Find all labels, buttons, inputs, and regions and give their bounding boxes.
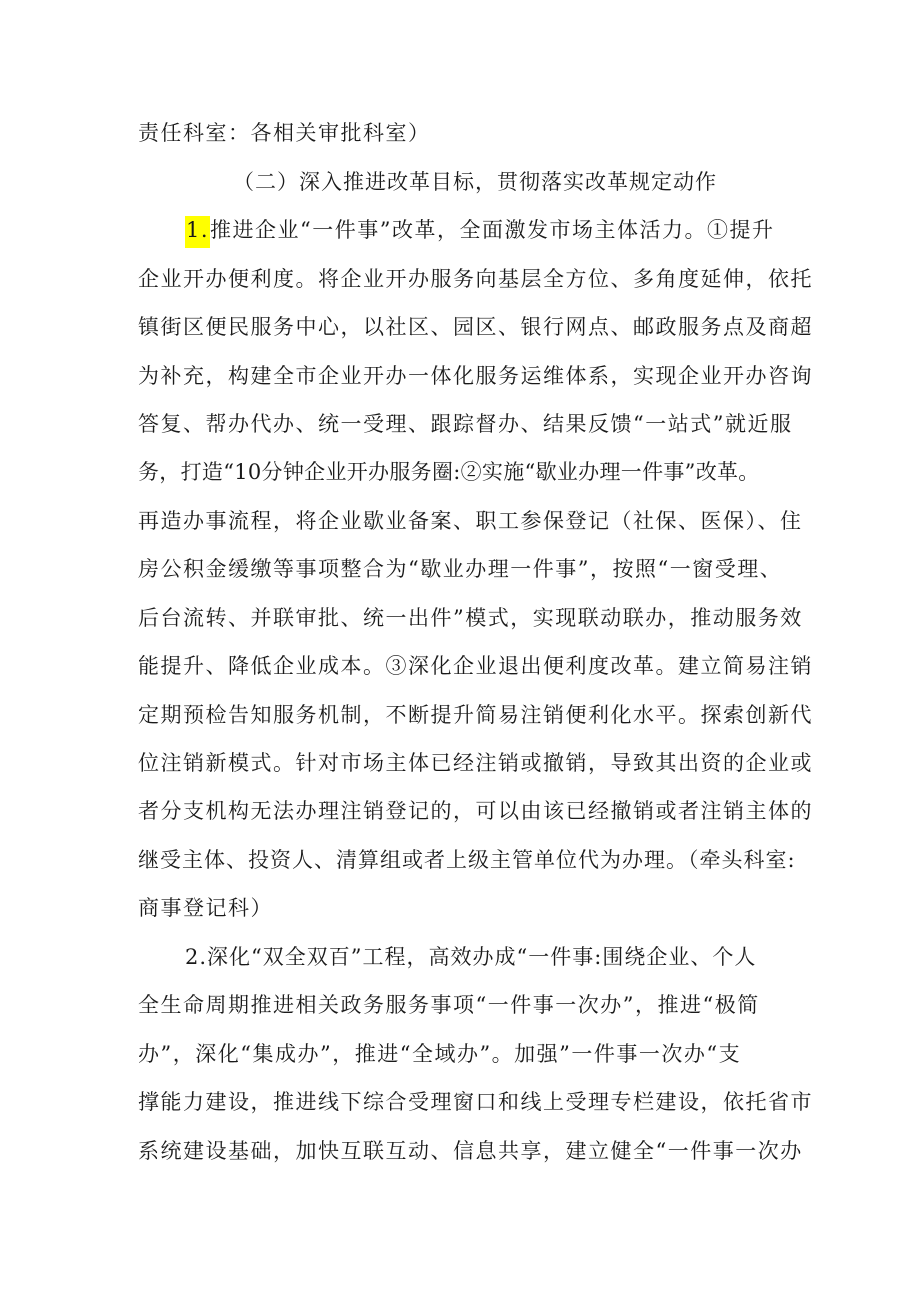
paragraph-line: 商事登记科） xyxy=(138,896,273,920)
paragraph-line: 定期预检告知服务机制，不断提升简易注销便利化水平。探索创新代 xyxy=(138,703,813,727)
item1-number-highlight: 1. xyxy=(185,216,210,248)
section-heading: （二）深入推进改革目标，贯彻落实改革规定动作 xyxy=(233,170,717,194)
paragraph-line: 系统建设基础，加快互联互动、信息共享，建立健全“一件事一次办 xyxy=(138,1139,803,1163)
paragraph-line: 全生命周期推进相关政务服务事项“一件事一次办”，推进“极简 xyxy=(138,993,760,1017)
item1-first-line xyxy=(185,215,845,245)
paragraph-line: 为补充，构建全市企业开办一体化服务运维体系，实现企业开办咨询 xyxy=(138,364,813,388)
paragraph-line: 办”，深化“集成办”，推进“全域办”。加强”一件事一次办“支 xyxy=(138,1042,742,1066)
paragraph-line: 能提升、降低企业成本。③深化企业退出便利度改革。建立简易注销 xyxy=(138,654,813,678)
paragraph-line: 继受主体、投资人、清算组或者上级主管单位代为办理。（牵头科室: xyxy=(138,848,796,872)
paragraph-line: 务，打造“10分钟企业开办服务圈:②实施“歇业办理一件事”改革。 xyxy=(138,460,760,484)
paragraph-line: 者分支机构无法办理注销登记的，可以由该已经撤销或者注销主体的 xyxy=(138,799,813,823)
paragraph-line: 企业开办便利度。将企业开办服务向基层全方位、多角度延伸，依托 xyxy=(138,267,813,291)
paragraph-line: 后台流转、并联审批、统一出件”模式，实现联动联办，推动服务效 xyxy=(138,606,803,630)
paragraph-line: 答复、帮办代办、统一受理、跟踪督办、结果反馈“一站式”就近服 xyxy=(138,412,793,436)
paragraph-line: 撑能力建设，推进线下综合受理窗口和线上受理专栏建设，依托省市 xyxy=(138,1090,813,1114)
paragraph-line: 再造办事流程，将企业歇业备案、职工参保登记（社保、医保）、住 xyxy=(138,509,803,533)
item2-first-line: 2.深化“双全双百”工程，高效办成“一件事:围绕企业、个人 xyxy=(185,945,757,969)
paragraph-line: 镇街区便民服务中心，以社区、园区、银行网点、邮政服务点及商超 xyxy=(138,315,813,339)
paragraph-line: 房公积金缓缴等事项整合为“歇业办理一件事”，按照“一窗受理、 xyxy=(138,557,783,581)
item1-line-text: 推进企业“一件事”改革，全面激发市场主体活力。①提升 xyxy=(210,218,775,242)
paragraph-line: 位注销新模式。针对市场主体已经注销或撤销，导致其出资的企业或 xyxy=(138,751,813,775)
paragraph-line: 责任科室：各相关审批科室） xyxy=(138,121,431,145)
